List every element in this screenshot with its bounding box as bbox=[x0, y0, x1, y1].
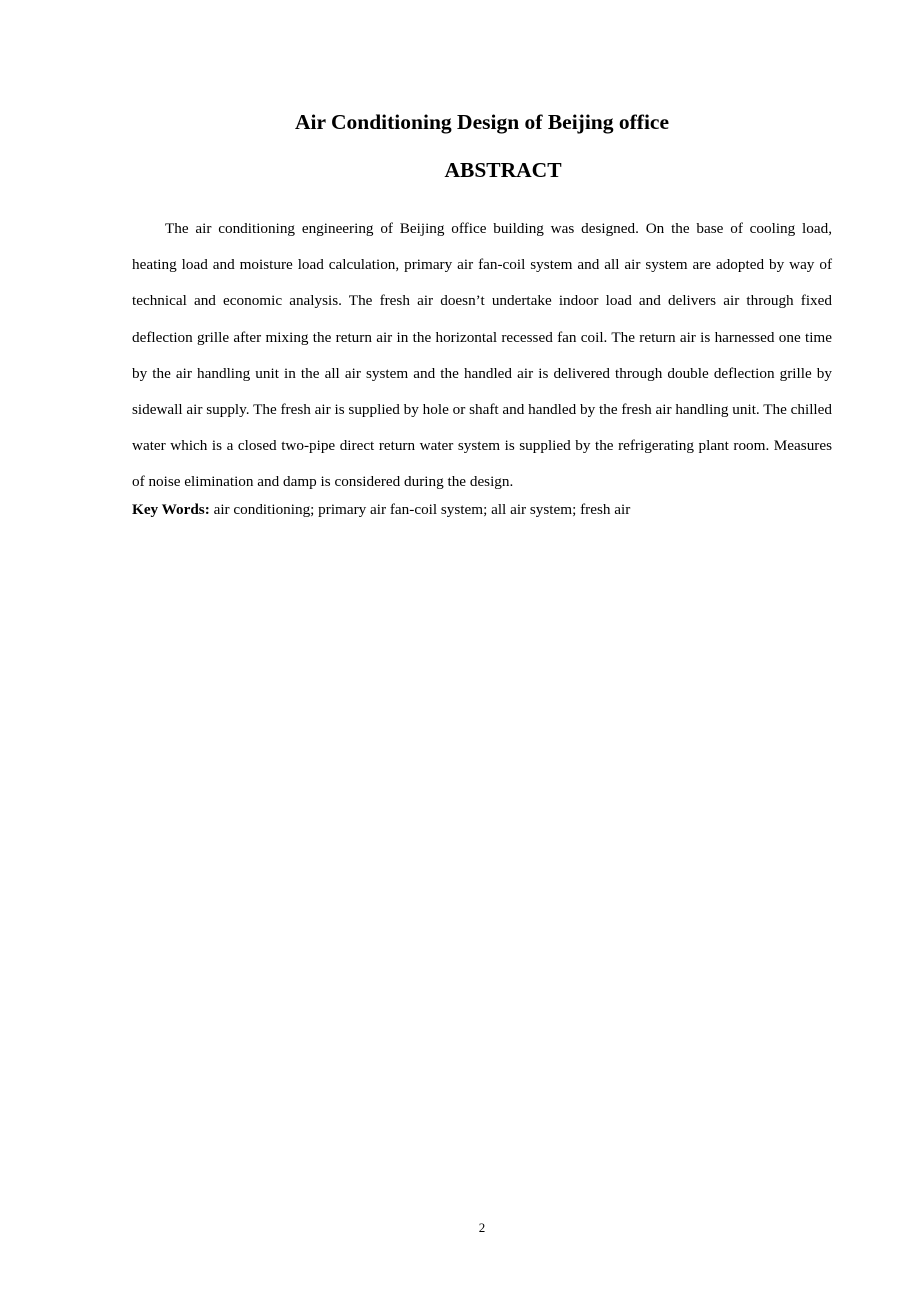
paper-title: Air Conditioning Design of Beijing office bbox=[294, 110, 670, 134]
keywords-label: Key Words: bbox=[132, 501, 210, 518]
abstract-heading: ABSTRACT bbox=[444, 158, 562, 182]
keywords-list: air conditioning; primary air fan-coil system; all air system; fresh air bbox=[209, 501, 631, 518]
page-number: 2 bbox=[478, 1220, 486, 1235]
keywords-line bbox=[132, 499, 832, 521]
abstract-paragraph: The air conditioning engineering of Beijing office building was designed. On the base of cooling load, heating load and moisture load calculation, primary air fan-coil system and all air system are adopted by way of technical and economic analysis. The fresh air doesn’t undertake indoor load and delivers air through fixed deflection grille after mixing the return air in the horizontal recessed fan coil. The return air is harnessed one time by the air handling unit in the all air system and the handled air is delivered through double deflection grille by sidewall air supply. The fresh air is supplied by hole or shaft and handled by the fresh air handling unit. The chilled water which is a closed two-pipe direct return water system is supplied by the refrigerating plant room. Measures of noise elimination and damp is considered during the design. bbox=[132, 220, 832, 491]
